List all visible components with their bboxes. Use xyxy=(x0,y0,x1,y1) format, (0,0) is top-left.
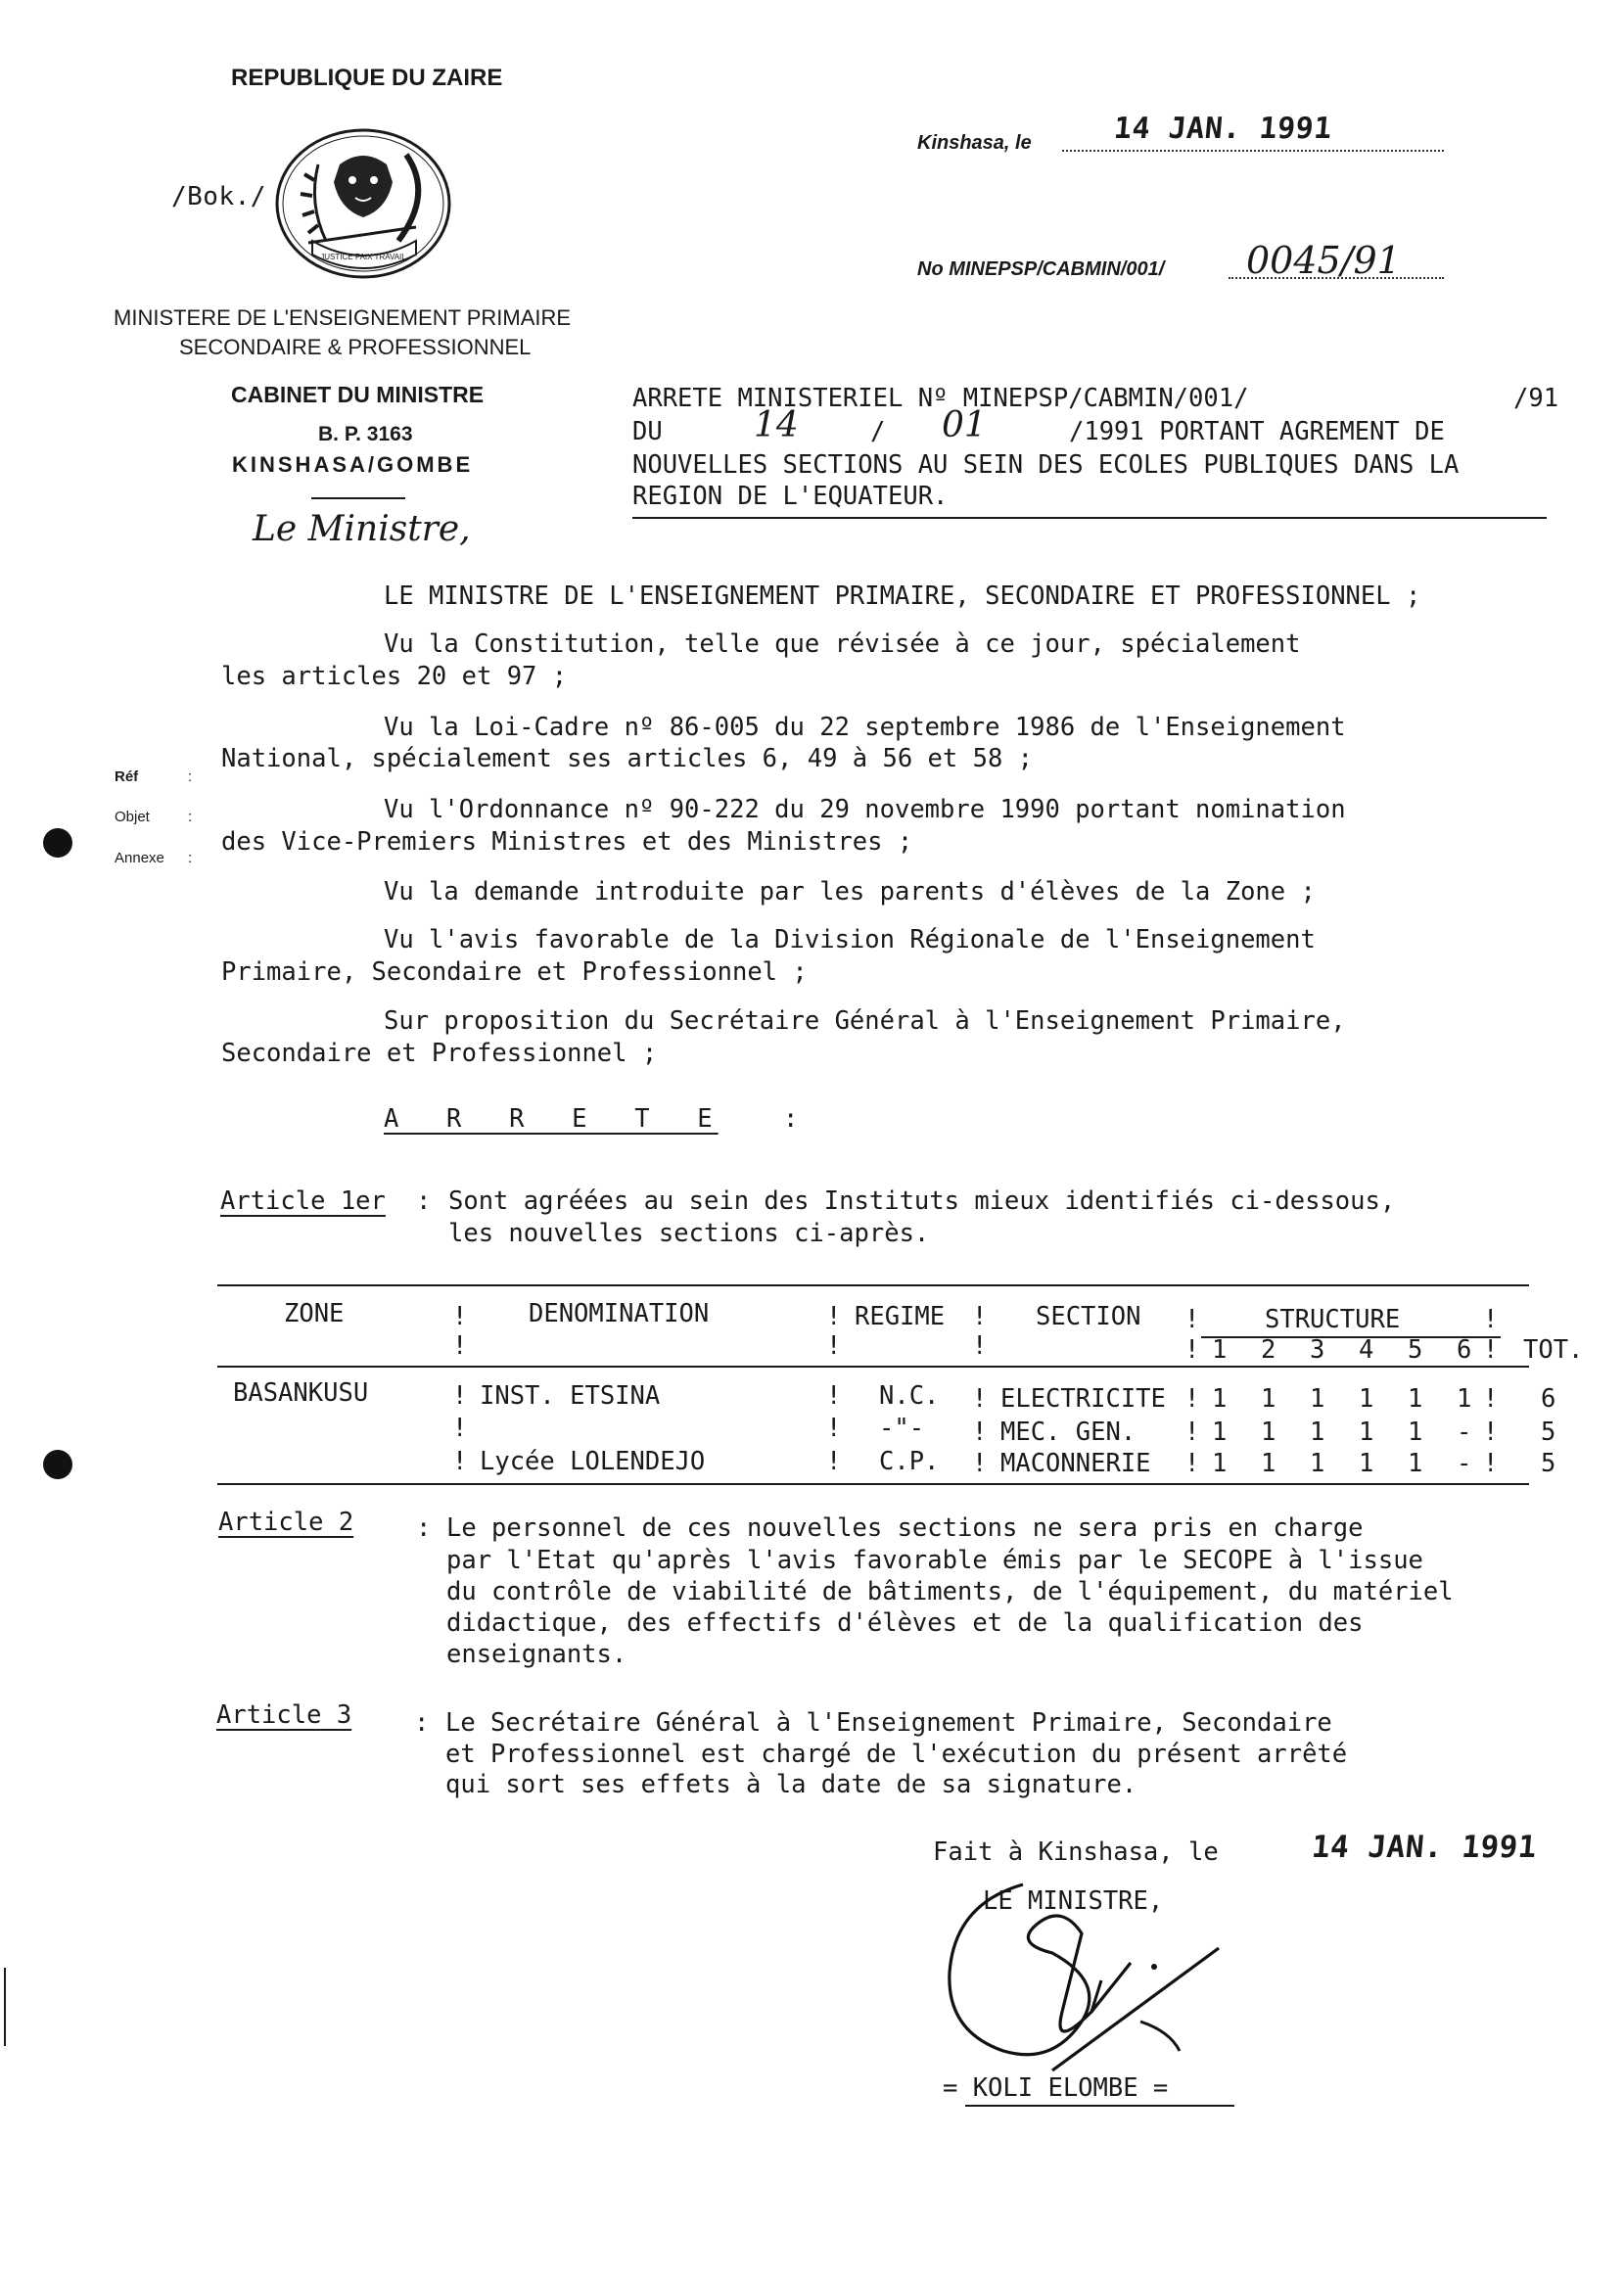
title-underline xyxy=(632,517,1547,519)
cell-section: MEC. GEN. xyxy=(1000,1418,1137,1447)
cell-bang: ! xyxy=(972,1449,988,1478)
article-2-line-5: enseignants. xyxy=(446,1640,627,1669)
cell-regime: N.C. xyxy=(879,1381,940,1411)
th-year-4: 4 xyxy=(1359,1335,1374,1365)
title-month-handwritten: 01 xyxy=(942,405,987,445)
article-1-label: Article 1er xyxy=(220,1186,386,1216)
cell-regime: C.P. xyxy=(879,1447,940,1476)
title-line-4: REGION DE L'EQUATEUR. xyxy=(632,482,949,511)
article-2-label: Article 2 xyxy=(218,1508,354,1537)
table-header-rule xyxy=(217,1366,1529,1368)
article-1-line-2: les nouvelles sections ci-après. xyxy=(448,1219,930,1248)
cell-zone: BASANKUSU xyxy=(233,1378,369,1408)
svg-text:JUSTICE PAIX TRAVAIL: JUSTICE PAIX TRAVAIL xyxy=(320,253,406,261)
cell-denomination: INST. ETSINA xyxy=(480,1381,661,1411)
title-line-2: /1991 PORTANT AGREMENT DE xyxy=(1069,417,1445,446)
signatory-underline xyxy=(965,2105,1234,2107)
cell-year: 1 xyxy=(1310,1418,1325,1447)
article-1-line-1: Sont agréées au sein des Instituts mieux identifiés ci-dessous, xyxy=(448,1186,1396,1216)
th-year-2: 2 xyxy=(1261,1335,1276,1365)
th-bang: ! xyxy=(826,1331,842,1361)
th-bang: ! xyxy=(452,1331,468,1361)
cell-bang: ! xyxy=(1184,1418,1200,1447)
ministry-line-2: SECONDAIRE & PROFESSIONNEL xyxy=(179,335,532,359)
vu-constitution-a: Vu la Constitution, telle que révisée à ce jour, spécialement xyxy=(384,629,1301,659)
city-line: KINSHASA/GOMBE xyxy=(232,452,474,477)
cell-section: ELECTRICITE xyxy=(1000,1384,1166,1414)
arrete-heading: A R R E T E xyxy=(384,1104,719,1134)
le-ministre-script: Le Ministre, xyxy=(253,509,471,549)
cell-year: 1 xyxy=(1212,1418,1228,1447)
th-bang: ! xyxy=(972,1331,988,1361)
place-date-label: Kinshasa, le xyxy=(917,132,1032,154)
cell-bang: ! xyxy=(972,1418,988,1447)
cell-bang: ! xyxy=(1483,1418,1499,1447)
divider xyxy=(311,497,405,499)
date-stamp-bottom: 14 JAN. 1991 xyxy=(1310,1830,1539,1865)
article-1-colon: : xyxy=(416,1186,432,1216)
cell-year: 1 xyxy=(1359,1449,1374,1478)
cell-denomination: Lycée LOLENDEJO xyxy=(480,1447,706,1476)
title-slash: / xyxy=(870,417,886,446)
title-line-1-year: /91 xyxy=(1513,384,1559,413)
cell-year: 1 xyxy=(1408,1418,1423,1447)
cell-year: 1 xyxy=(1261,1384,1276,1414)
cell-total: 5 xyxy=(1541,1418,1556,1447)
sur-proposition-a: Sur proposition du Secrétaire Général à l'Enseignement Primaire, xyxy=(384,1006,1346,1036)
article-2-line-2: par l'Etat qu'après l'avis favorable émis par le SECOPE à l'issue xyxy=(446,1546,1423,1575)
th-total: TOT. xyxy=(1523,1335,1584,1365)
coat-of-arms-seal xyxy=(269,125,457,282)
th-year-5: 5 xyxy=(1408,1335,1423,1365)
article-3-line-3: qui sort ses effets à la date de sa signature. xyxy=(445,1770,1137,1799)
cell-bang: ! xyxy=(1483,1384,1499,1414)
title-day-handwritten: 14 xyxy=(754,405,799,445)
th-bang: ! xyxy=(826,1302,842,1331)
margin-objet-colon: : xyxy=(188,809,193,825)
sur-proposition-b: Secondaire et Professionnel ; xyxy=(221,1039,658,1068)
article-2-line-4: didactique, des effectifs d'élèves et de la qualification des xyxy=(446,1608,1364,1638)
handwritten-signature xyxy=(935,1865,1229,2090)
date-stamp-top: 14 JAN. 1991 xyxy=(1112,112,1334,146)
margin-annexe-colon: : xyxy=(188,850,193,866)
vu-ordonnance-b: des Vice-Premiers Ministres et des Ministres ; xyxy=(221,827,913,857)
cell-bang: ! xyxy=(452,1414,468,1443)
th-bang: ! xyxy=(1184,1335,1200,1365)
th-year-6: 6 xyxy=(1457,1335,1472,1365)
title-line-1: ARRETE MINISTERIEL Nº MINEPSP/CABMIN/001/ xyxy=(632,384,1249,413)
margin-ref-colon: : xyxy=(188,768,193,785)
vu-avis-b: Primaire, Secondaire et Professionnel ; xyxy=(221,957,808,987)
vu-demande: Vu la demande introduite par les parents d'élèves de la Zone ; xyxy=(384,877,1316,907)
reference-tag: /Bok./ xyxy=(171,182,266,211)
cell-bang: ! xyxy=(1184,1384,1200,1414)
title-line-3: NOUVELLES SECTIONS AU SEIN DES ECOLES PUBLIQUES DANS LA xyxy=(632,450,1460,480)
cell-year: 1 xyxy=(1457,1384,1472,1414)
minister-statement: LE MINISTRE DE L'ENSEIGNEMENT PRIMAIRE, SECONDAIRE ET PROFESSIONNEL ; xyxy=(384,581,1421,611)
scan-edge-mark xyxy=(4,1968,6,2046)
cell-regime: -"- xyxy=(879,1414,925,1443)
cell-year: 1 xyxy=(1310,1449,1325,1478)
article-3-line-2: et Professionnel est chargé de l'exécution du présent arrêté xyxy=(445,1740,1348,1769)
th-year-1: 1 xyxy=(1212,1335,1228,1365)
cell-bang: ! xyxy=(452,1381,468,1411)
cell-bang: ! xyxy=(826,1414,842,1443)
cell-bang: ! xyxy=(1483,1449,1499,1478)
th-bang: ! xyxy=(1184,1305,1200,1334)
th-bang: ! xyxy=(452,1302,468,1331)
cell-year: - xyxy=(1457,1418,1472,1447)
th-bang: ! xyxy=(972,1302,988,1331)
article-3-colon: : xyxy=(414,1708,430,1738)
punch-hole-top xyxy=(43,828,72,858)
signatory-name: = KOLI ELOMBE = xyxy=(943,2073,1169,2103)
signature-title: LE MINISTRE, xyxy=(983,1886,1164,1916)
th-zone: ZONE xyxy=(284,1299,345,1328)
cell-section: MACONNERIE xyxy=(1000,1449,1151,1478)
cell-year: 1 xyxy=(1359,1418,1374,1447)
article-3-line-1: Le Secrétaire Général à l'Enseignement Primaire, Secondaire xyxy=(445,1708,1332,1738)
date-dotted-line xyxy=(1062,150,1444,152)
vu-ordonnance-a: Vu l'Ordonnance nº 90-222 du 29 novembre 1990 portant nomination xyxy=(384,795,1346,824)
cell-total: 5 xyxy=(1541,1449,1556,1478)
th-section: SECTION xyxy=(1036,1302,1141,1331)
cell-year: 1 xyxy=(1408,1384,1423,1414)
republic-heading: REPUBLIQUE DU ZAIRE xyxy=(231,65,503,91)
th-regime: REGIME xyxy=(855,1302,946,1331)
number-label: No MINEPSP/CABMIN/001/ xyxy=(917,258,1165,280)
margin-ref-label: Réf xyxy=(115,768,139,785)
th-bang: ! xyxy=(1483,1305,1499,1334)
table-top-rule xyxy=(217,1284,1529,1286)
cell-year: 1 xyxy=(1359,1384,1374,1414)
signature-place-date: Fait à Kinshasa, le xyxy=(933,1837,1219,1867)
cell-year: 1 xyxy=(1310,1384,1325,1414)
margin-objet-label: Objet xyxy=(115,809,150,825)
th-bang: ! xyxy=(1483,1335,1499,1365)
vu-constitution-b: les articles 20 et 97 ; xyxy=(221,662,568,691)
cell-total: 6 xyxy=(1541,1384,1556,1414)
document-number-handwritten: 0045/91 xyxy=(1246,239,1401,282)
cell-bang: ! xyxy=(972,1384,988,1414)
cell-bang: ! xyxy=(452,1447,468,1476)
th-year-3: 3 xyxy=(1310,1335,1325,1365)
cabinet-heading: CABINET DU MINISTRE xyxy=(231,382,485,407)
cell-year: 1 xyxy=(1212,1384,1228,1414)
vu-avis-a: Vu l'avis favorable de la Division Régionale de l'Enseignement xyxy=(384,925,1316,954)
vu-loi-cadre-b: National, spécialement ses articles 6, 49 à 56 et 58 ; xyxy=(221,744,1034,773)
title-du: DU xyxy=(632,417,663,446)
arrete-colon: : xyxy=(783,1104,799,1134)
article-2-line-1: Le personnel de ces nouvelles sections ne sera pris en charge xyxy=(446,1513,1364,1543)
punch-hole-bottom xyxy=(43,1450,72,1479)
cell-year: 1 xyxy=(1408,1449,1423,1478)
table-bottom-rule xyxy=(217,1483,1529,1485)
margin-annexe-label: Annexe xyxy=(115,850,164,866)
cell-year: 1 xyxy=(1261,1449,1276,1478)
th-denomination: DENOMINATION xyxy=(529,1299,710,1328)
article-2-line-3: du contrôle de viabilité de bâtiments, de l'équipement, du matériel xyxy=(446,1577,1454,1606)
po-box: B. P. 3163 xyxy=(318,423,413,445)
cell-year: 1 xyxy=(1261,1418,1276,1447)
article-2-colon: : xyxy=(416,1513,432,1543)
cell-year: 1 xyxy=(1212,1449,1228,1478)
th-structure: STRUCTURE xyxy=(1265,1305,1401,1334)
vu-loi-cadre-a: Vu la Loi-Cadre nº 86-005 du 22 septembre 1986 de l'Enseignement xyxy=(384,713,1346,742)
cell-bang: ! xyxy=(826,1447,842,1476)
cell-year: - xyxy=(1457,1449,1472,1478)
cell-bang: ! xyxy=(826,1381,842,1411)
article-3-label: Article 3 xyxy=(216,1700,352,1730)
cell-bang: ! xyxy=(1184,1449,1200,1478)
ministry-line-1: MINISTERE DE L'ENSEIGNEMENT PRIMAIRE xyxy=(114,305,572,330)
